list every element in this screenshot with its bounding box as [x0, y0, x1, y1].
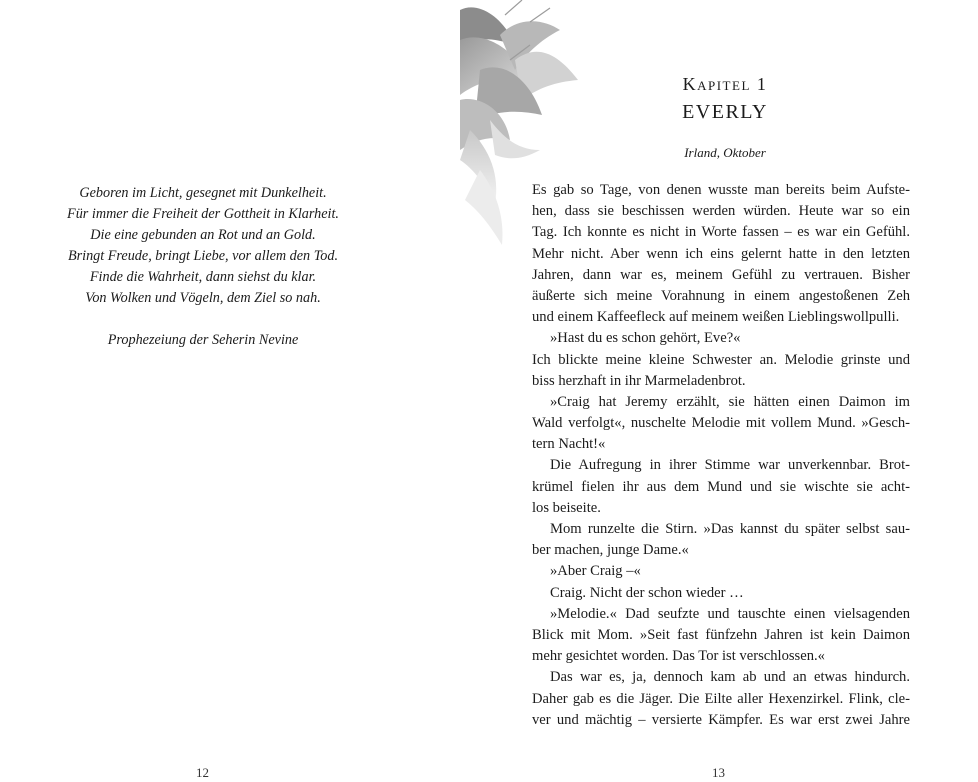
right-page	[460, 0, 978, 782]
page-number-right: 13	[712, 765, 725, 780]
poem-line: Für immer die Freiheit der Gottheit in Klarheit.	[67, 206, 339, 222]
body-text-line: Jahren, dann war es, meinem Gefühl zu vertrauen. Bisher	[532, 266, 910, 283]
body-text-line: Das war es, ja, dennoch kam ab und an etwas hindurch.	[550, 669, 910, 686]
body-text-line: ber machen, junge Dame.«	[532, 542, 689, 559]
page-number-left: 12	[196, 765, 209, 780]
poem-line: Finde die Wahrheit, dann siehst du klar.	[89, 269, 317, 285]
body-text-line: Mom runzelte die Stirn. »Das kannst du später selbst sau-	[550, 521, 910, 537]
body-text-line: hen, dass sie beschissen werden würden. Heute war so ein	[532, 203, 910, 220]
body-text-line: Ich blickte meine kleine Schwester an. Melodie grinste und	[532, 351, 910, 368]
body-text-line: Wald verfolgt«, nuschelte Melodie mit vollem Mund. »Gesch-	[532, 415, 910, 432]
body-text-line: »Craig hat Jeremy erzählt, sie hätten einen Daimon im	[550, 393, 910, 410]
body-text-line: Craig. Nicht der schon wieder …	[550, 584, 744, 601]
body-text-line: Blick mit Mom. »Seit fast fünfzehn Jahren ist kein Daimon	[532, 626, 910, 643]
chapter-label: Kapitel 1	[682, 74, 768, 94]
place-dateline: Irland, Oktober	[684, 145, 766, 160]
body-text-line: Es gab so Tage, von denen wusste man bereits beim Aufste-	[532, 182, 910, 198]
body-text-line: »Melodie.« Dad seufzte und tauschte einen vielsagenden	[550, 605, 910, 622]
poem-line: Die eine gebunden an Rot und an Gold.	[90, 227, 316, 243]
body-text-line: krümel fielen ihr aus dem Mund und sie wischte sie acht-	[532, 478, 910, 495]
left-page	[0, 0, 460, 782]
body-text-line: »Aber Craig –«	[550, 563, 641, 580]
prophecy-poem	[0, 183, 406, 309]
body-text-line: Die Aufregung in ihrer Stimme war unverkennbar. Brot-	[550, 457, 910, 474]
chapter-body-text	[532, 180, 910, 731]
body-text-line: Mehr nicht. Aber wenn ich eins gelernt hatte in den letzten	[532, 245, 910, 262]
body-text-line: ver und mächtig – versierte Kämpfer. Es war erst zwei Jahre	[532, 711, 910, 728]
poem-attribution: Prophezeiung der Seherin Nevine	[107, 332, 299, 348]
poem-line: Geboren im Licht, gesegnet mit Dunkelheit.	[79, 185, 327, 201]
body-text-line: Daher gab es die Jäger. Die Eilte aller Hexenzirkel. Flink, cle-	[532, 690, 910, 707]
poem-line: Bringt Freude, bringt Liebe, vor allem den Tod.	[67, 248, 339, 264]
body-text-line: los beiseite.	[532, 499, 601, 516]
body-text-line: mehr gesichtet worden. Das Tor ist verschlossen.«	[532, 648, 825, 665]
body-text-line: äußerte sich meine Vorahnung in einem angestoßenen Zeh	[532, 287, 910, 304]
body-text-line: »Hast du es schon gehört, Eve?«	[550, 330, 741, 347]
chapter-title: EVERLY	[682, 101, 768, 123]
body-text-line: biss herzhaft in ihr Marmeladenbrot.	[532, 372, 746, 389]
body-text-line: Tag. Ich konnte es nicht in Worte fassen – es war ein Gefühl.	[532, 224, 910, 241]
body-text-line: und einem Kaffeefleck auf meinem weißen Lieblingswollpulli.	[532, 309, 900, 326]
poem-line: Von Wolken und Vögeln, dem Ziel so nah.	[85, 290, 321, 306]
body-text-line: tern Nacht!«	[532, 436, 606, 453]
